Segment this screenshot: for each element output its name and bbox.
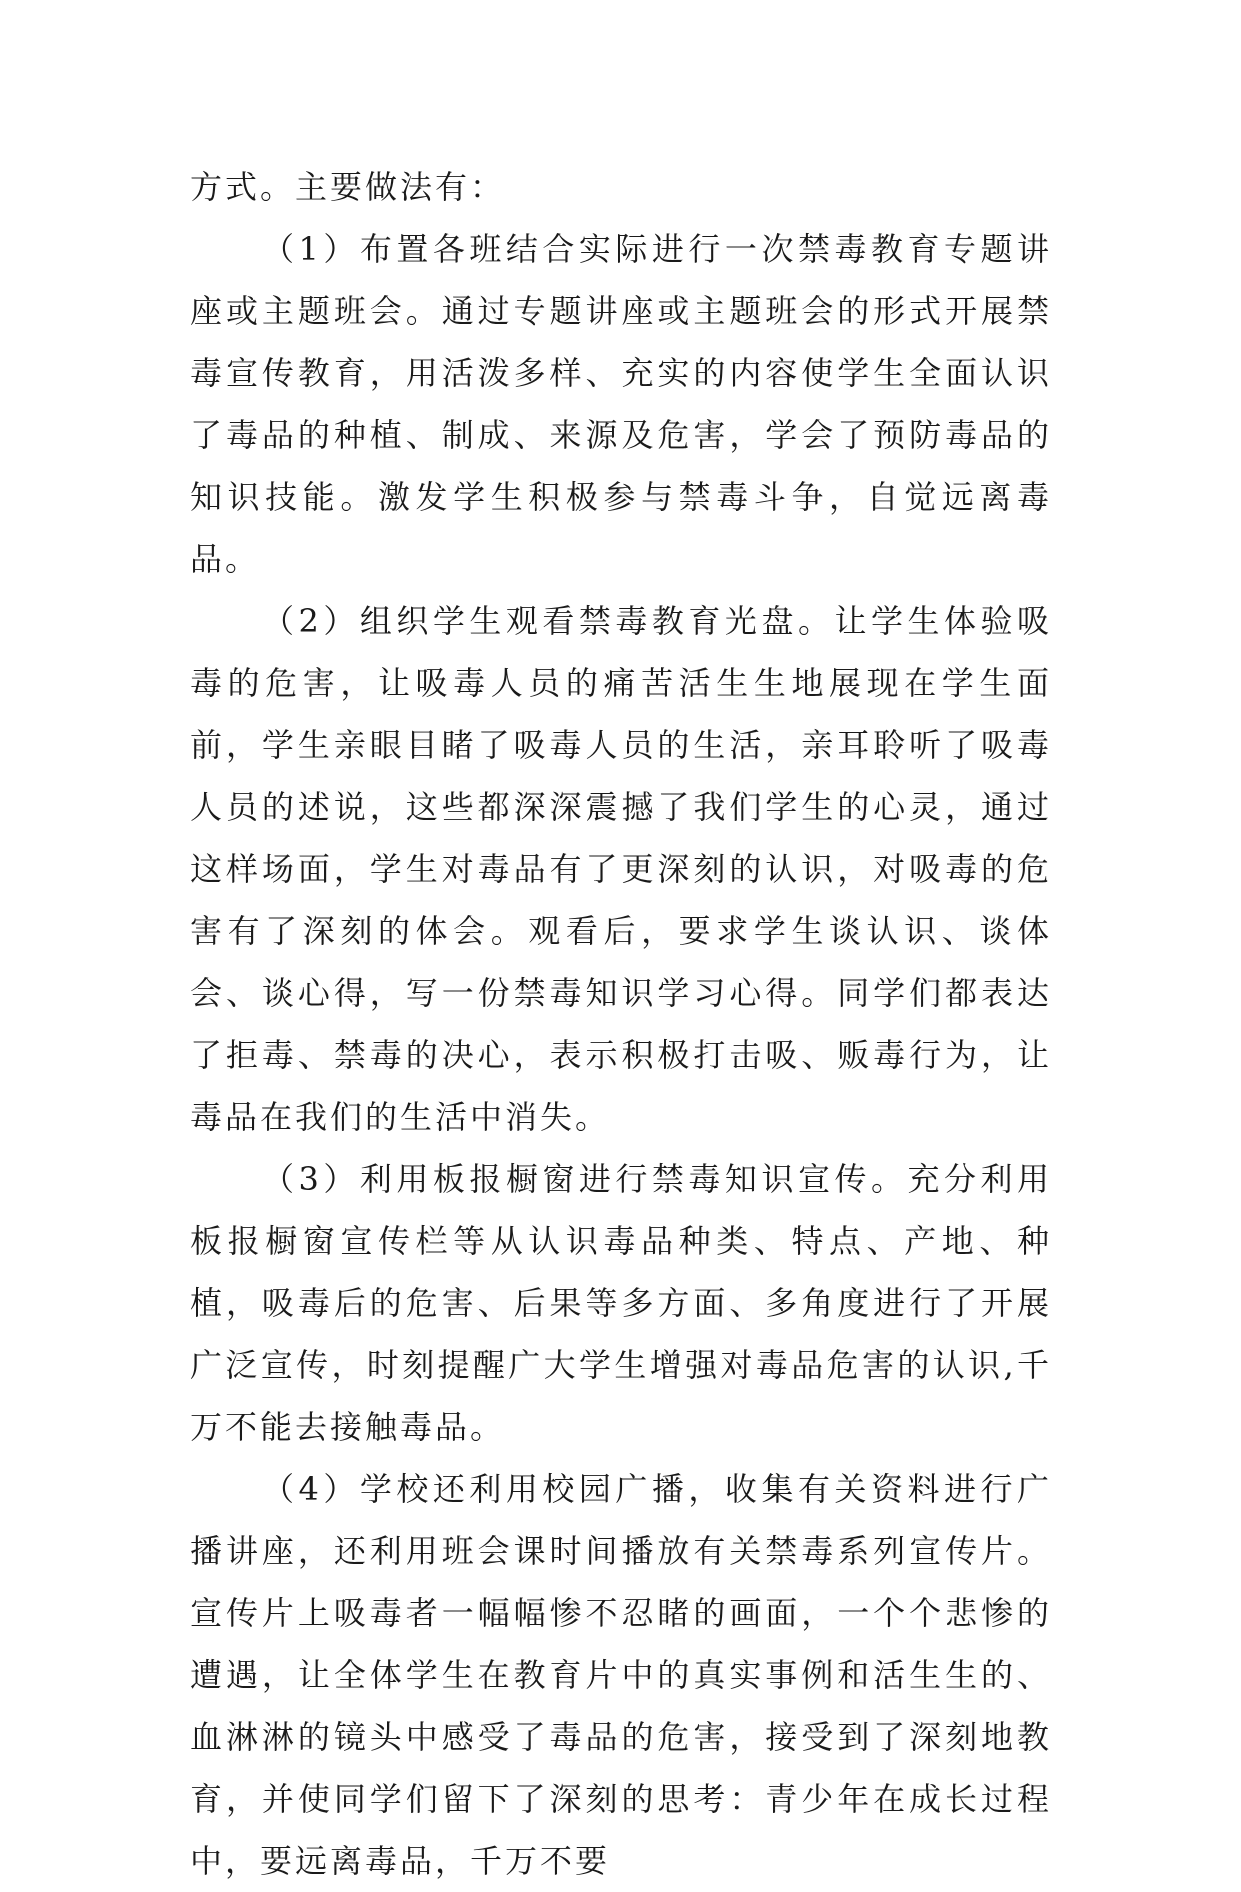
document-body bbox=[190, 156, 1052, 1892]
paragraph-item-1: （1）布置各班结合实际进行一次禁毒教育专题讲座或主题班会。通过专题讲座或主题班会的形式开展禁毒宣传教育，用活泼多样、充实的内容使学生全面认识了毒品的种植、制成、来源及危害，学会了预防毒品的知识技能。激发学生积极参与禁毒斗争，自觉远离毒品。 bbox=[190, 230, 1052, 578]
paragraph-item-2: （2）组织学生观看禁毒教育光盘。让学生体验吸毒的危害，让吸毒人员的痛苦活生生地展现在学生面前，学生亲眼目睹了吸毒人员的生活，亲耳聆听了吸毒人员的述说，这些都深深震撼了我们学生的心灵，通过这样场面，学生对毒品有了更深刻的认识，对吸毒的危害有了深刻的体会。观看后，要求学生谈认识、谈体会、谈心得，写一份禁毒知识学习心得。同学们都表达了拒毒、禁毒的决心，表示积极打击吸、贩毒行为，让毒品在我们的生活中消失。 bbox=[190, 602, 1052, 1136]
paragraph-continuation: 方式。主要做法有： bbox=[190, 168, 506, 206]
paragraph-item-3: （3）利用板报橱窗进行禁毒知识宣传。充分利用板报橱窗宣传栏等从认识毒品种类、特点、产地、种植，吸毒后的危害、后果等多方面、多角度进行了开展广泛宣传，时刻提醒广大学生增强对毒品危害的认识,千万不能去接触毒品。 bbox=[190, 1160, 1052, 1446]
paragraph-item-4: （4）学校还利用校园广播，收集有关资料进行广播讲座，还利用班会课时间播放有关禁毒系列宣传片。宣传片上吸毒者一幅幅惨不忍睹的画面，一个个悲惨的遭遇，让全体学生在教育片中的真实事例和活生生的、血淋淋的镜头中感受了毒品的危害，接受到了深刻地教育，并使同学们留下了深刻的思考：青少年在成长过程中，要远离毒品，千万不要 bbox=[190, 1470, 1052, 1880]
